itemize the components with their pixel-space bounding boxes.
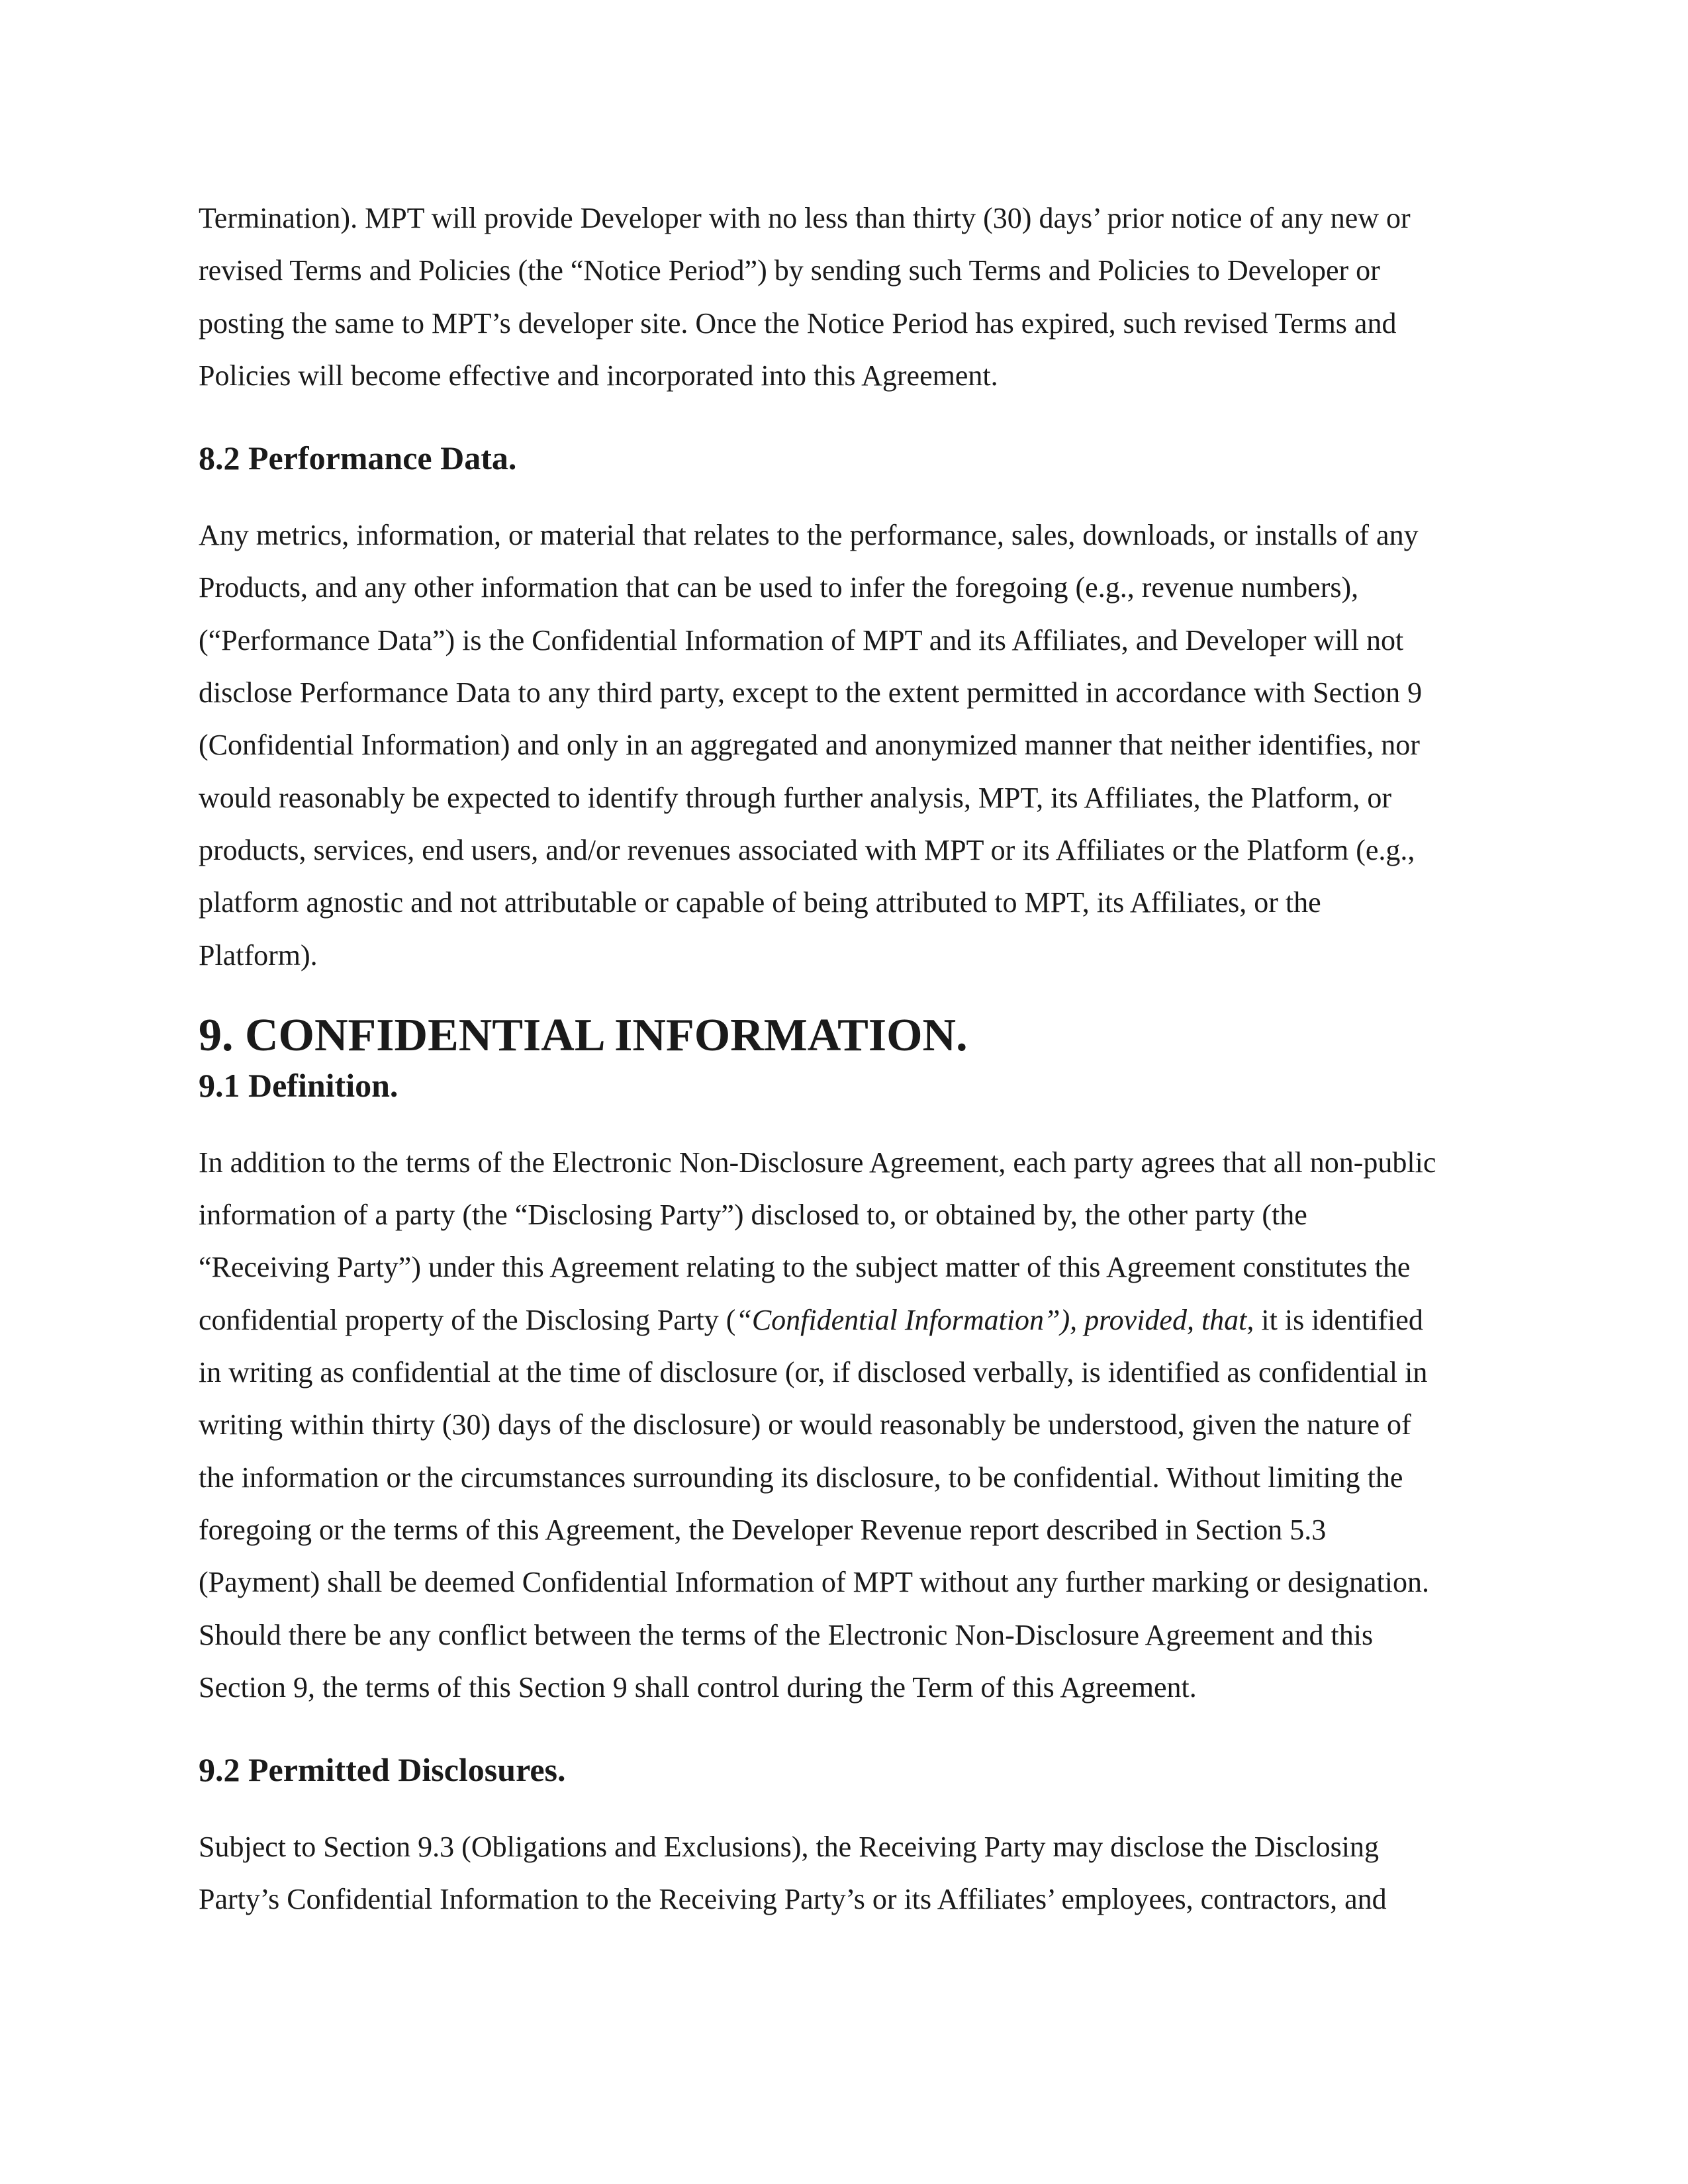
paragraph-line: In addition to the terms of the Electronic Non-Disclosure Agreement, each party agrees that all non-public — [199, 1146, 1436, 1179]
paragraph-line: writing within thirty (30) days of the disclosure) or would reasonably be understood, given the nature of — [199, 1408, 1411, 1441]
paragraph-line: Should there be any conflict between the terms of the Electronic Non-Disclosure Agreement and this — [199, 1618, 1374, 1651]
document-page — [199, 192, 1496, 1926]
paragraph-line — [199, 1294, 1496, 1346]
section-9-2-paragraph — [199, 1821, 1496, 1926]
section-title: Permitted Disclosures — [248, 1751, 558, 1789]
paragraph-line: Any metrics, information, or material that relates to the performance, sales, downloads, or installs of any — [199, 519, 1419, 552]
section-8-2-paragraph — [199, 509, 1496, 981]
paragraph-line: (Payment) shall be deemed Confidential Information of MPT without any further marking or designation. — [199, 1566, 1429, 1599]
section-9-2-heading — [199, 1748, 1496, 1792]
section-title: Performance Data — [248, 439, 508, 477]
paragraph-line: revised Terms and Policies (the “Notice Period”) by sending such Terms and Policies to Developer or — [199, 254, 1380, 287]
paragraph-line: Section 9, the terms of this Section 9 shall control during the Term of this Agreement. — [199, 1670, 1197, 1704]
section-title: Definition — [248, 1066, 390, 1104]
paragraph-line: Party’s Confidential Information to the Receiving Party’s or its Affiliates’ employees, contractors, and — [199, 1883, 1387, 1916]
paragraph-line: Subject to Section 9.3 (Obligations and Exclusions), the Receiving Party may disclose the Disclosing — [199, 1831, 1379, 1864]
line-text: confidential property of the Disclosing Party ( — [199, 1303, 736, 1336]
line-text: it is identified — [1254, 1303, 1423, 1336]
paragraph-line: in writing as confidential at the time of disclosure (or, if disclosed verbally, is identified as confidential in — [199, 1356, 1428, 1389]
intro-paragraph — [199, 192, 1496, 402]
paragraph-line: (Confidential Information) and only in an aggregated and anonymized manner that neither identifies, nor — [199, 729, 1420, 762]
defined-term-italic: “Confidential Information”), provided, that, — [735, 1303, 1254, 1336]
paragraph-line: (“Performance Data”) is the Confidential Information of MPT and its Affiliates, and Developer will not — [199, 623, 1404, 657]
section-8-2-heading — [199, 436, 1496, 480]
section-number: 8.2 — [199, 439, 240, 477]
paragraph-line: Products, and any other information that can be used to infer the foregoing (e.g., revenue numbers), — [199, 571, 1359, 604]
paragraph-line: foregoing or the terms of this Agreement, the Developer Revenue report described in Section 5.3 — [199, 1513, 1327, 1546]
section-number: 9.1 — [199, 1066, 240, 1104]
section-9-1-paragraph — [199, 1136, 1496, 1713]
paragraph-line: disclose Performance Data to any third party, except to the extent permitted in accordance with Section 9 — [199, 676, 1423, 709]
paragraph-line: products, services, end users, and/or revenues associated with MPT or its Affiliates or the Platform (e.g., — [199, 833, 1415, 866]
paragraph-line: posting the same to MPT’s developer site. Once the Notice Period has expired, such revised Terms and — [199, 306, 1397, 340]
section-9-title: 9. CONFIDENTIAL INFORMATION. — [199, 1009, 968, 1061]
paragraph-line: would reasonably be expected to identify through further analysis, MPT, its Affiliates, the Platform, or — [199, 781, 1391, 814]
paragraph-line: Platform). — [199, 938, 318, 972]
section-number: 9.2 — [199, 1751, 240, 1789]
paragraph-line: the information or the circumstances surrounding its disclosure, to be confidential. Without limiting the — [199, 1461, 1403, 1494]
section-title-period: . — [508, 439, 517, 477]
section-title-period: . — [389, 1066, 399, 1104]
paragraph-line: Policies will become effective and incorporated into this Agreement. — [199, 359, 998, 392]
paragraph-line: “Receiving Party”) under this Agreement relating to the subject matter of this Agreement constitutes the — [199, 1251, 1411, 1284]
paragraph-line: information of a party (the “Disclosing Party”) disclosed to, or obtained by, the other party (the — [199, 1199, 1307, 1232]
paragraph-line: Termination). MPT will provide Developer with no less than thirty (30) days’ prior notice of any new or — [199, 202, 1411, 234]
paragraph-line: platform agnostic and not attributable or capable of being attributed to MPT, its Affiliates, or the — [199, 886, 1321, 919]
section-title-period: . — [557, 1751, 566, 1789]
section-9-1-heading — [199, 1064, 1496, 1107]
